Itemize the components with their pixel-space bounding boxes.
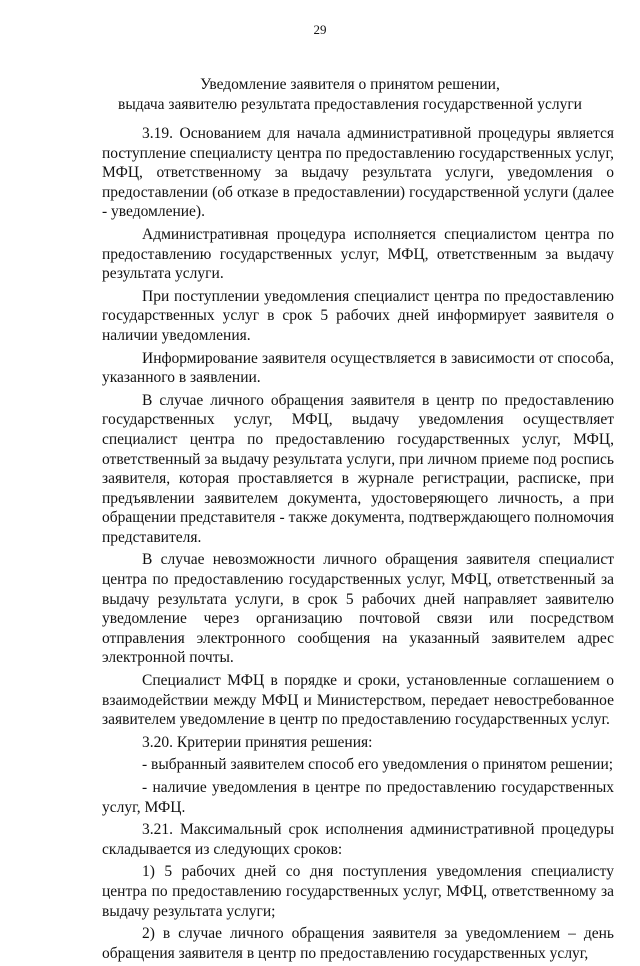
paragraph-notification-receipt: При поступлении уведомления специалист центра по предоставлению государственных услуг в срок 5 рабочих дней информирует заявителя о наличии уведомления. bbox=[102, 287, 614, 344]
document-body bbox=[102, 124, 614, 966]
criteria-item-2: - наличие уведомления в центре по предоставлению государственных услуг, МФЦ. bbox=[102, 779, 614, 816]
paragraph-informing: Информирование заявителя осуществляется в зависимости от способа, указанного в заявлении. bbox=[102, 349, 614, 387]
section-heading bbox=[60, 75, 640, 115]
heading-line-1: Уведомление заявителя о принятом решении, bbox=[200, 76, 500, 93]
paragraph-procedure-executor: Административная процедура исполняется специалистом центра по предоставлению государственных услуг, МФЦ, ответственным за выдачу результата услуги. bbox=[102, 225, 614, 283]
criteria-item-1: - выбранный заявителем способ его уведомления о принятом решении; bbox=[142, 756, 614, 774]
term-item-2: 2) в случае личного обращения заявителя за уведомлением – день обращения заявителя в центр по предоставлению государственных услуг, bbox=[102, 925, 614, 962]
heading-line-2: выдача заявителю результата предоставления государственной услуги bbox=[118, 96, 582, 113]
paragraph-3-20: 3.20. Критерии принятия решения: bbox=[142, 733, 373, 751]
paragraph-mfc-transfer: Специалист МФЦ в порядке и сроки, установленные соглашением о взаимодействии между МФЦ и Министерством, передает невостребованное заявителем уведомление в центр по предоставлению государственных услуг. bbox=[102, 672, 614, 729]
paragraph-remote-delivery: В случае невозможности личного обращения заявителя специалист центра по предоставлению государственных услуг, МФЦ, ответственный за выдачу результата услуги, в срок 5 рабочих дней направляет заявителю уведомление через организацию почтовой связи или посредством отправления электронного сообщения на указанный заявителем адрес электронной почты. bbox=[102, 551, 614, 667]
term-item-1: 1) 5 рабочих дней со дня поступления уведомления специалисту центра по предоставлению государственных услуг, МФЦ, ответственному за выдачу результата услуги; bbox=[102, 863, 614, 920]
paragraph-3-19: 3.19. Основанием для начала административной процедуры является поступление специалисту центра по предоставлению государственных услуг, МФЦ, ответственному за выдачу результата услуги, уведомления о предоставлении (об отказе в предоставлении) государственной услуги (далее - уведомление). bbox=[102, 125, 614, 221]
paragraph-3-21: 3.21. Максимальный срок исполнения административной процедуры складывается из следующих сроков: bbox=[102, 821, 614, 858]
page-number: 29 bbox=[313, 22, 327, 37]
paragraph-personal-visit: В случае личного обращения заявителя в центр по предоставлению государственных услуг, МФЦ, выдачу уведомления осуществляет специалист центра по предоставлению государственных услуг, МФЦ, ответственный за выдачу результата услуги, при личном приеме под роспись заявителя, которая проставляется в журнале регистрации, расписке, при предъявлении заявителем документа, удостоверяющего личность, а при обращении представителя - также документа, подтверждающего полномочия представителя. bbox=[102, 391, 614, 546]
